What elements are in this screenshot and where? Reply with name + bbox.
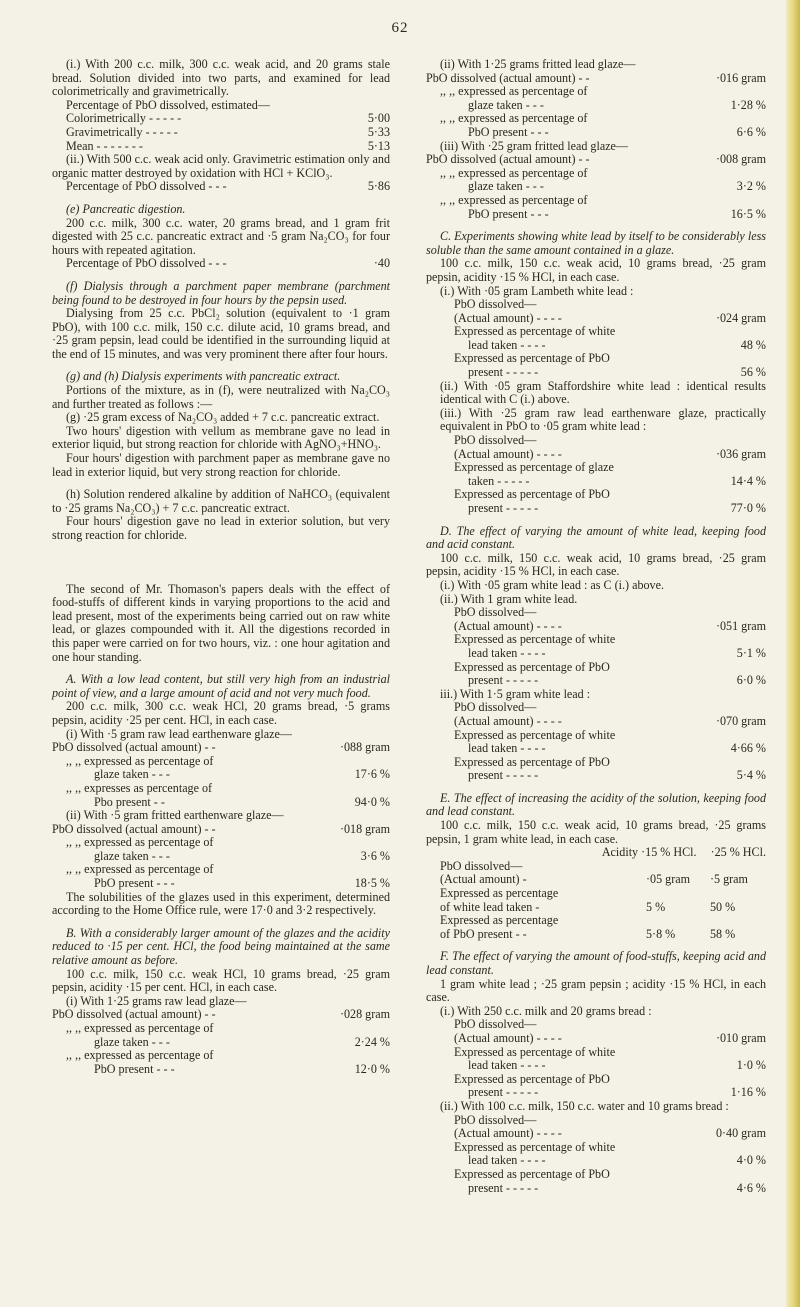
row-value: ·088 gram <box>339 740 390 755</box>
table <box>426 72 766 140</box>
row-value <box>384 863 390 877</box>
table <box>426 153 766 221</box>
row-value <box>760 167 766 181</box>
section-heading: (f) Dialysis through a parchment paper membrane (parchment being found to be destroyed in four hours by the pepsin used. <box>52 278 390 307</box>
row-value: 1·16 % <box>730 1085 766 1100</box>
subsection-heading: (ii.) With 1 gram white lead. <box>440 591 578 606</box>
row-value: ·010 gram <box>715 1030 766 1045</box>
row-value <box>760 729 766 743</box>
paragraph: 200 c.c. milk, 300 c.c. water, 20 grams bread, and 1 gram frit digested with 25 c.c. pancreatic extract and ·5 gram Na₂CO₃ for four hours with repeated agitation. <box>52 215 390 257</box>
row-label: glaze taken - - - <box>94 848 170 863</box>
row-value <box>760 1073 766 1087</box>
data-row <box>52 877 390 891</box>
table <box>426 312 766 380</box>
row-value: ·016 gram <box>715 70 766 85</box>
row-value: 94·0 % <box>354 794 390 809</box>
row-label: PbO dissolved (actual amount) - - <box>426 152 590 167</box>
row-label: PbO dissolved (actual amount) - - <box>52 1007 216 1022</box>
row-label: (Actual amount) - - - - <box>454 713 562 728</box>
row-value: 16·5 % <box>730 206 766 221</box>
row-value: 4·0 % <box>736 1153 766 1168</box>
section-heading: D. The effect of varying the amount of white lead, keeping food and acid constant. <box>426 523 766 552</box>
page-number: 62 <box>391 20 409 36</box>
subsection-label: PbO dissolved— <box>454 297 537 312</box>
subsection-heading: (i) With ·5 gram raw lead earthenware glaze— <box>66 726 292 741</box>
row-label: present - - - - - <box>468 501 539 515</box>
row-label: Colorimetrically - - - - - <box>66 111 182 126</box>
row-label: (Actual amount) - - - - <box>454 1030 562 1045</box>
row-value: 48 % <box>740 337 766 352</box>
paragraph: 100 c.c. milk, 150 c.c. weak acid, 10 grams bread, ·25 gram pepsin, acidity ·15 % HCl, in each case. <box>426 256 766 284</box>
data-row <box>426 72 766 86</box>
row-value <box>760 352 766 366</box>
row-value: 5·1 % <box>736 645 766 660</box>
data-row <box>426 180 766 194</box>
row-value <box>760 756 766 770</box>
section-heading: C. Experiments showing white lead by itself to be considerably less soluble than the same amount contained in a glaze. <box>426 229 766 257</box>
row-label: Expressed as percentage of PbO <box>454 487 610 502</box>
row-label: PbO present - - - <box>468 124 549 139</box>
table <box>52 112 390 153</box>
row-label: ,, ,, expressed as percentage of <box>440 192 588 207</box>
data-row <box>426 1046 766 1060</box>
data-row <box>426 194 766 208</box>
data-row <box>426 208 766 222</box>
row-value <box>384 782 390 796</box>
row-value: 3·2 % <box>736 179 766 194</box>
right-column <box>426 58 766 1195</box>
data-row <box>426 99 766 113</box>
row-value <box>760 325 766 339</box>
row-value: 1·0 % <box>736 1058 766 1073</box>
table-header <box>426 846 766 860</box>
subsection-heading: iii.) With 1·5 gram white lead : <box>440 686 591 701</box>
subsection-heading: (ii.) With 100 c.c. milk, 150 c.c. water and 10 grams bread : <box>440 1098 729 1113</box>
row-label: Expressed as percentage of PbO <box>454 351 610 366</box>
row-value: 77·0 % <box>730 501 766 515</box>
row-label: (Actual amount) - <box>440 872 527 887</box>
data-row <box>426 756 766 770</box>
table-row <box>426 887 766 901</box>
subsection-heading: (iii.) With ·25 gram raw lead earthenware glaze, practically equivalent in PbO to ·05 gram white lead : <box>440 405 766 434</box>
section-heading: A. With a low lead content, but still very high from an industrial point of view, and a large amount of acid and not very much food. <box>52 672 390 700</box>
table <box>426 715 766 783</box>
row-value: ·05 gram <box>646 872 690 887</box>
row-value: 0·40 gram <box>715 1126 766 1141</box>
row-value <box>384 755 390 769</box>
row-label: ,, ,, expresses as percentage of <box>66 780 213 795</box>
paragraph: Two hours' digestion with vellum as membrane gave no lead in exterior liquid, but strong reaction for chloride with AgNO₃+HNO₃. <box>52 423 390 452</box>
column-header: ·25 % HCl. <box>710 845 766 860</box>
row-value: ·051 gram <box>715 618 766 633</box>
data-row <box>426 1154 766 1168</box>
row-label: PbO present - - - <box>94 876 175 891</box>
paragraph: The second of Mr. Thomason's papers deals with the effect of food-stuffs of different kinds in varying proportions to the acid and lead present, most of the experiments being carried out on raw white lead, or glazes compounded with it. All the digestions recorded in this paper were carried on for two hours, viz. : one hour agitation and one hour standing. <box>52 581 390 664</box>
row-label: ,, ,, expressed as percentage of <box>66 862 214 877</box>
data-row <box>426 461 766 475</box>
data-row <box>426 729 766 743</box>
data-row <box>52 863 390 877</box>
data-row <box>426 126 766 140</box>
data-row <box>426 1073 766 1087</box>
paragraph: The solubilities of the glazes used in this experiment, determined according to the Home Office rule, were 17·0 and 3·2 respectively. <box>52 889 390 918</box>
row-label: PbO dissolved (actual amount) - - <box>52 740 216 755</box>
row-label: Expressed as percentage of PbO <box>454 754 610 769</box>
data-row <box>426 167 766 181</box>
data-row <box>52 823 390 837</box>
data-row: Percentage of PbO dissolved - - - 5·86 <box>66 179 390 194</box>
subsection-heading: (ii) With 1·25 grams fritted lead glaze— <box>440 57 636 71</box>
row-label: (Actual amount) - - - - <box>454 618 562 633</box>
row-label: of PbO present - - <box>440 926 527 941</box>
row-label: ,, ,, expressed as percentage of <box>66 1048 214 1063</box>
paragraph: (ii.) With ·05 gram Staffordshire white lead : identical results identical with C (i.) above. <box>440 378 766 407</box>
subsection-label: PbO dissolved— <box>454 433 537 448</box>
row-label: ,, ,, expressed as percentage of <box>66 835 214 850</box>
row-value <box>760 1141 766 1155</box>
paragraph: (ii.) With 500 c.c. weak acid only. Gravimetric estimation only and organic matter destroyed by oxidation with HCl + KClO₃. <box>52 152 390 180</box>
row-label: present - - - - - <box>468 1085 539 1100</box>
data-row <box>52 1022 390 1036</box>
row-label: glaze taken - - - <box>468 179 544 194</box>
paragraph: Percentage of PbO dissolved, estimated— <box>66 97 270 112</box>
data-row <box>426 312 766 326</box>
row-label: ,, ,, expressed as percentage of <box>66 753 214 768</box>
row-label: present - - - - - <box>468 673 539 688</box>
data-row <box>426 502 766 516</box>
data-row <box>52 1036 390 1050</box>
data-row <box>426 661 766 675</box>
row-label: PbO dissolved— <box>440 858 523 873</box>
row-label: Expressed as percentage of PbO <box>454 1071 610 1086</box>
row-value: ·036 gram <box>715 446 766 461</box>
subsection-heading: (ii) With ·5 gram fritted earthenware glaze— <box>66 808 284 823</box>
row-value: 5 % <box>646 899 666 914</box>
row-value: 6·6 % <box>736 124 766 139</box>
row-label: glaze taken - - - <box>94 767 170 782</box>
row-value <box>384 836 390 850</box>
data-row <box>52 796 390 810</box>
row-value <box>710 914 766 928</box>
table <box>426 620 766 688</box>
data-row <box>426 1168 766 1182</box>
data-row <box>52 112 390 126</box>
row-label: ,, ,, expressed as percentage of <box>440 84 588 99</box>
column-header: Acidity ·15 % HCl. <box>601 845 697 860</box>
row-value: 5·00 <box>367 111 390 126</box>
row-value: 3·6 % <box>360 848 390 863</box>
row-value: 5·4 % <box>736 768 766 783</box>
paragraph: 200 c.c. milk, 300 c.c. weak HCl, 20 grams bread, ·5 grams pepsin, acidity ·25 per cent. HCl, in each case. <box>52 699 390 727</box>
data-row <box>426 1182 766 1196</box>
section-heading: E. The effect of increasing the acidity of the solution, keeping food and lead constant. <box>426 790 766 819</box>
row-value <box>760 1168 766 1182</box>
row-label: Expressed as percentage of white <box>454 632 616 647</box>
page-edge <box>786 0 800 1307</box>
data-row <box>52 782 390 796</box>
row-value: ·028 gram <box>339 1007 390 1022</box>
data-row <box>426 769 766 783</box>
row-value: 50 % <box>710 899 736 914</box>
row-label: lead taken - - - - <box>468 741 546 756</box>
data-row <box>426 742 766 756</box>
data-row <box>426 153 766 167</box>
row-label: (Actual amount) - - - - <box>454 446 562 461</box>
row-value: 14·4 % <box>730 473 766 488</box>
subsection-heading: (i.) With ·05 gram Lambeth white lead : <box>440 283 634 298</box>
data-row <box>52 1049 390 1063</box>
row-value: ·070 gram <box>715 713 766 728</box>
row-label: lead taken - - - - <box>468 645 546 660</box>
subsection-label: PbO dissolved— <box>454 605 537 620</box>
row-value <box>384 1049 390 1063</box>
subsection-heading: (i) With 1·25 grams raw lead glaze— <box>66 993 247 1008</box>
row-label: lead taken - - - - <box>468 1058 546 1073</box>
row-label: present - - - - - <box>468 365 539 380</box>
row-label: taken - - - - - <box>468 473 530 488</box>
table <box>52 741 390 809</box>
data-row <box>426 1032 766 1046</box>
row-label: Expressed as percentage of PbO <box>454 1166 610 1181</box>
subsection-label: PbO dissolved— <box>454 700 537 715</box>
row-value: ·024 gram <box>715 310 766 325</box>
row-value <box>646 887 710 901</box>
row-label: PbO present - - - <box>468 206 549 221</box>
row-value: 5·33 <box>367 124 390 139</box>
row-label: Expressed as percentage of white <box>454 1044 616 1059</box>
row-value: 18·5 % <box>354 876 390 891</box>
data-row <box>426 448 766 462</box>
row-value <box>384 1022 390 1036</box>
data-row <box>426 352 766 366</box>
subsection-heading: (iii) With ·25 gram fritted lead glaze— <box>440 138 629 153</box>
row-label: Expressed as percentage of PbO <box>454 659 610 674</box>
row-value: 17·6 % <box>354 767 390 782</box>
subsection-heading: (i.) With 250 c.c. milk and 20 grams bread : <box>440 1003 652 1018</box>
row-value <box>760 633 766 647</box>
row-label: lead taken - - - - <box>468 1153 546 1168</box>
row-value: ·018 gram <box>339 821 390 836</box>
data-row <box>426 715 766 729</box>
row-value <box>760 461 766 475</box>
row-value <box>710 860 766 874</box>
data-row <box>426 674 766 688</box>
table <box>426 1127 766 1195</box>
paragraph: (i.) With 200 c.c. milk, 300 c.c. weak acid, and 20 grams stale bread. Solution divided into two parts, and examined for lead colorimetrically and gravimetrically. <box>52 57 390 99</box>
row-label: Mean - - - - - - - <box>66 138 143 153</box>
left-column <box>52 58 390 1076</box>
section-heading: (e) Pancreatic digestion. <box>66 201 186 216</box>
row-label: ,, ,, expressed as percentage of <box>440 111 588 126</box>
row-value <box>760 194 766 208</box>
data-row <box>426 633 766 647</box>
table <box>52 1008 390 1076</box>
row-label: (Actual amount) - - - - <box>454 1126 562 1141</box>
row-value <box>760 1046 766 1060</box>
row-label: Expressed as percentage of white <box>454 1139 616 1154</box>
data-row <box>426 366 766 380</box>
section-heading: F. The effect of varying the amount of food-stuffs, keeping acid and lead constant. <box>426 949 766 977</box>
row-label: glaze taken - - - <box>468 97 544 112</box>
row-label: PbO dissolved (actual amount) - - <box>52 821 216 836</box>
row-value <box>646 860 710 874</box>
data-row <box>52 741 390 755</box>
row-label: Expressed as percentage of white <box>454 727 616 742</box>
row-value: 58 % <box>710 926 736 941</box>
table <box>426 448 766 516</box>
row-label: present - - - - - <box>468 1180 539 1195</box>
row-label: Expressed as percentage of glaze <box>454 460 614 475</box>
paragraph: Portions of the mixture, as in (f), were neutralized with Na₂CO₃ and further treated as follows :— <box>52 383 390 411</box>
data-row <box>52 850 390 864</box>
row-label: Pbo present - - <box>94 794 165 809</box>
row-label: PbO dissolved (actual amount) - - <box>426 70 590 85</box>
row-value <box>760 661 766 675</box>
data-row <box>426 339 766 353</box>
row-label: ,, ,, expressed as percentage of <box>440 165 588 180</box>
row-value <box>710 887 766 901</box>
section-heading: B. With a considerably larger amount of the glazes and the acidity reduced to ·15 per cent. HCl, the food being maintained at the same relative amount as before. <box>52 925 390 968</box>
row-value <box>760 112 766 126</box>
row-value: 4·6 % <box>736 1180 766 1195</box>
paragraph: (g) ·25 gram excess of Na₂CO₃ added + 7 c.c. pancreatic extract. <box>66 410 380 425</box>
data-row <box>52 836 390 850</box>
row-value: 56 % <box>740 365 766 380</box>
section-heading: (g) and (h) Dialysis experiments with pancreatic extract. <box>66 369 341 384</box>
row-label: Expressed as percentage of white <box>454 324 616 339</box>
data-row <box>426 1059 766 1073</box>
table-row <box>426 914 766 928</box>
row-label: PbO present - - - <box>94 1061 175 1076</box>
paragraph: 100 c.c. milk, 150 c.c. weak acid, 10 grams bread, ·25 gram pepsin, acidity ·15 % HCl, in each case. <box>426 550 766 579</box>
row-value <box>646 914 710 928</box>
data-row <box>426 620 766 634</box>
paragraph: (i.) With ·05 gram white lead : as C (i.) above. <box>440 577 664 592</box>
row-label: present - - - - - <box>468 768 539 783</box>
data-row <box>52 1063 390 1077</box>
data-row <box>52 126 390 140</box>
acidity-table <box>426 846 766 941</box>
row-value: 5·8 % <box>646 926 676 941</box>
table <box>52 823 390 891</box>
row-value <box>760 488 766 502</box>
table-row <box>426 928 766 942</box>
data-row <box>426 325 766 339</box>
data-row <box>426 85 766 99</box>
subsection-label: PbO dissolved— <box>454 1112 537 1127</box>
table-row <box>426 873 766 887</box>
paragraph: 100 c.c. milk, 150 c.c. weak acid, 10 grams bread, ·25 grams pepsin, 1 gram white lead, in each case. <box>426 818 766 846</box>
data-row <box>52 1008 390 1022</box>
row-value: ·5 gram <box>710 872 748 887</box>
row-label: (Actual amount) - - - - <box>454 310 562 325</box>
data-row <box>426 1141 766 1155</box>
row-label: Gravimetrically - - - - - <box>66 124 178 139</box>
row-value: 1·28 % <box>730 97 766 112</box>
data-row <box>52 755 390 769</box>
data-row <box>426 647 766 661</box>
data-row <box>52 140 390 154</box>
row-label: Expressed as percentage <box>440 913 559 928</box>
row-label: lead taken - - - - <box>468 337 546 352</box>
row-value: 4·66 % <box>730 741 766 756</box>
row-label: Expressed as percentage <box>440 886 559 901</box>
paragraph: Dialysing from 25 c.c. PbCl₂ solution (equivalent to ·1 gram PbO), with 100 c.c. milk, 150 c.c. dilute acid, 10 grams bread, and ·25 gram pepsin, lead could be identified in the surrounding liquid at the end of 15 minutes, and was very prominent there after four hours. <box>52 306 390 361</box>
row-value: ·008 gram <box>715 152 766 167</box>
row-label: glaze taken - - - <box>94 1034 170 1049</box>
row-label: ,, ,, expressed as percentage of <box>66 1021 214 1035</box>
paragraph: (h) Solution rendered alkaline by addition of NaHCO₃ (equivalent to ·25 grams Na₂CO₃) + 7 c.c. pancreatic extract. <box>52 487 390 515</box>
table <box>426 1032 766 1100</box>
data-row <box>426 1127 766 1141</box>
paragraph: 100 c.c. milk, 150 c.c. weak HCl, 10 grams bread, ·25 gram pepsin, acidity ·15 per cent. HCl, in each case. <box>52 966 390 995</box>
data-row <box>426 488 766 502</box>
data-row: Percentage of PbO dissolved - - - ·40 <box>66 256 390 271</box>
row-label: of white lead taken - <box>440 899 540 914</box>
row-value: 12·0 % <box>354 1061 390 1076</box>
paragraph: Four hours' digestion with parchment paper as membrane gave no lead in exterior liquid, but very strong reaction for chloride. <box>52 451 390 479</box>
table-row <box>426 860 766 874</box>
row-value: 2·24 % <box>354 1034 390 1049</box>
data-row <box>52 768 390 782</box>
subsection-label: PbO dissolved— <box>454 1017 537 1032</box>
data-row <box>426 1086 766 1100</box>
table-row <box>426 901 766 915</box>
row-value: 5·13 <box>367 138 390 153</box>
row-value: 6·0 % <box>736 673 766 688</box>
data-row <box>426 112 766 126</box>
data-row <box>426 475 766 489</box>
paragraph: 1 gram white lead ; ·25 gram pepsin ; acidity ·15 % HCl, in each case. <box>426 976 766 1005</box>
paragraph: Four hours' digestion gave no lead in exterior solution, but very strong reaction for chloride. <box>52 514 390 542</box>
row-value <box>760 85 766 99</box>
